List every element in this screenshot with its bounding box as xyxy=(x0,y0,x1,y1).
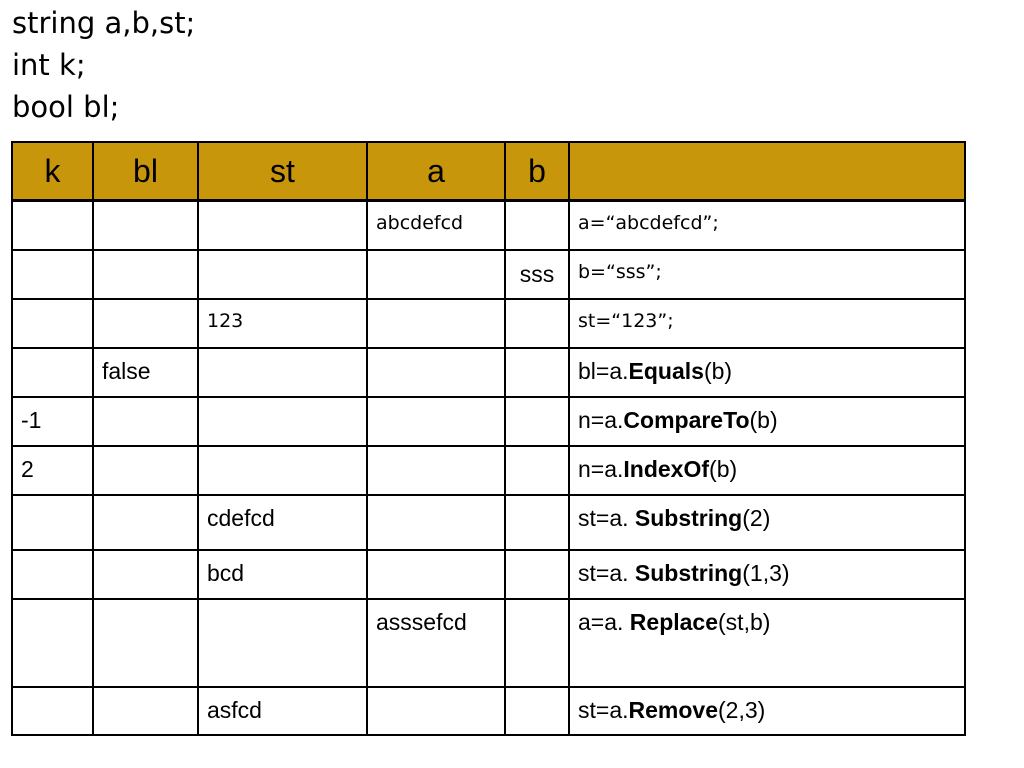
cell-st: bcd xyxy=(198,550,367,599)
code-line: string a,b,st; xyxy=(12,6,196,40)
cell-k xyxy=(12,550,93,599)
cell-statement: a=a. Replace(st,b) xyxy=(569,599,965,687)
cell-st xyxy=(198,201,367,250)
cell-a xyxy=(367,495,505,550)
cell-b xyxy=(505,446,569,495)
table-header-row xyxy=(12,142,965,201)
code-line: bool bl; xyxy=(12,90,120,124)
cell-st: 123 xyxy=(198,299,367,348)
table-row xyxy=(12,397,965,446)
cell-bl xyxy=(93,299,198,348)
table-row xyxy=(12,599,965,687)
header-st: st xyxy=(198,142,367,201)
cell-bl xyxy=(93,687,198,735)
cell-st xyxy=(198,599,367,687)
cell-st: cdefcd xyxy=(198,495,367,550)
cell-k: -1 xyxy=(12,397,93,446)
cell-a xyxy=(367,446,505,495)
table-row xyxy=(12,250,965,299)
cell-statement: b=“sss”; xyxy=(569,250,965,299)
cell-bl xyxy=(93,201,198,250)
cell-statement: st=a.Remove(2,3) xyxy=(569,687,965,735)
table-row xyxy=(12,495,965,550)
header-k: k xyxy=(12,142,93,201)
cell-bl: false xyxy=(93,348,198,397)
cell-k xyxy=(12,348,93,397)
header-bl: bl xyxy=(93,142,198,201)
cell-k xyxy=(12,495,93,550)
header-statement xyxy=(569,142,965,201)
cell-bl xyxy=(93,599,198,687)
cell-b xyxy=(505,299,569,348)
cell-b xyxy=(505,201,569,250)
cell-statement: n=a.IndexOf(b) xyxy=(569,446,965,495)
table-row xyxy=(12,550,965,599)
cell-statement: n=a.CompareTo(b) xyxy=(569,397,965,446)
cell-bl xyxy=(93,495,198,550)
header-b: b xyxy=(505,142,569,201)
table-row xyxy=(12,687,965,735)
cell-k xyxy=(12,687,93,735)
cell-statement: st=a. Substring(2) xyxy=(569,495,965,550)
cell-a xyxy=(367,348,505,397)
cell-st xyxy=(198,397,367,446)
cell-b xyxy=(505,397,569,446)
code-line: int k; xyxy=(12,48,86,82)
cell-b xyxy=(505,687,569,735)
cell-statement: bl=a.Equals(b) xyxy=(569,348,965,397)
cell-a: abcdefcd xyxy=(367,201,505,250)
cell-st xyxy=(198,348,367,397)
cell-bl xyxy=(93,397,198,446)
cell-a xyxy=(367,550,505,599)
cell-bl xyxy=(93,550,198,599)
cell-st xyxy=(198,250,367,299)
cell-b xyxy=(505,599,569,687)
cell-k xyxy=(12,250,93,299)
cell-b xyxy=(505,495,569,550)
table-row xyxy=(12,446,965,495)
cell-statement: st=“123”; xyxy=(569,299,965,348)
header-a: a xyxy=(367,142,505,201)
cell-k xyxy=(12,599,93,687)
table-row xyxy=(12,299,965,348)
cell-k xyxy=(12,299,93,348)
cell-a: asssefcd xyxy=(367,599,505,687)
trace-table xyxy=(11,141,966,736)
cell-st: asfcd xyxy=(198,687,367,735)
cell-statement: a=“abcdefcd”; xyxy=(569,201,965,250)
cell-k: 2 xyxy=(12,446,93,495)
cell-b: sss xyxy=(505,250,569,299)
cell-a xyxy=(367,250,505,299)
cell-a xyxy=(367,397,505,446)
cell-b xyxy=(505,348,569,397)
table-row xyxy=(12,348,965,397)
cell-statement: st=a. Substring(1,3) xyxy=(569,550,965,599)
cell-b xyxy=(505,550,569,599)
cell-bl xyxy=(93,446,198,495)
table-row xyxy=(12,201,965,250)
code-declarations xyxy=(12,2,195,128)
cell-k xyxy=(12,201,93,250)
cell-a xyxy=(367,687,505,735)
cell-bl xyxy=(93,250,198,299)
cell-a xyxy=(367,299,505,348)
cell-st xyxy=(198,446,367,495)
